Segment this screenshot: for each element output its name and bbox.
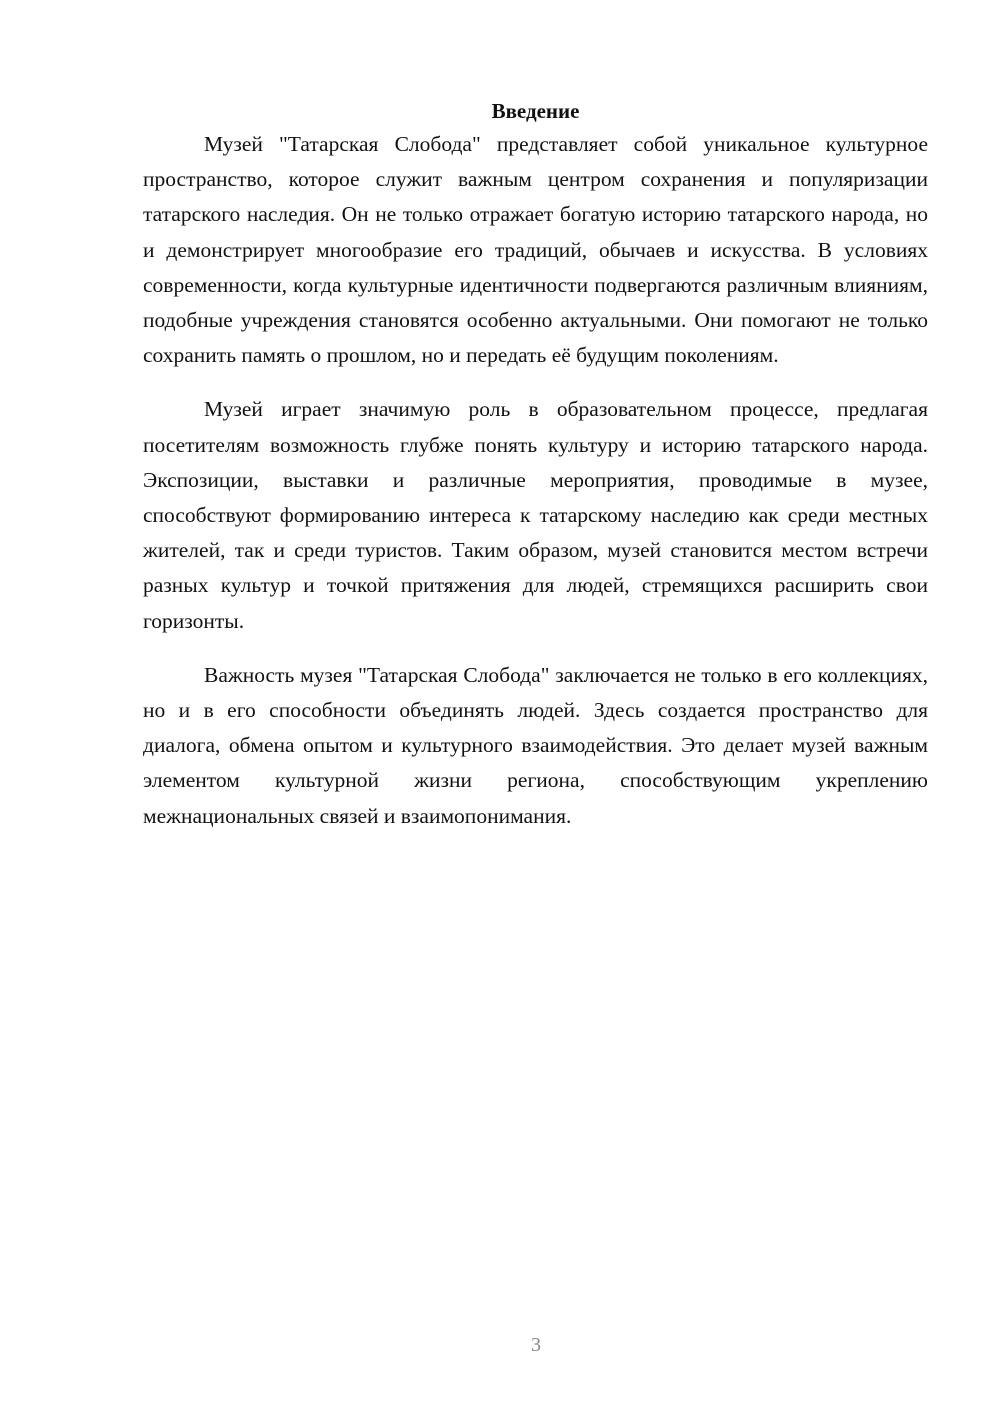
page-content [143, 95, 928, 853]
paragraph-2: Музей играет значимую роль в образовательном процессе, предлагая посетителям возможность глубже понять культуру и историю татарского народа. Экспозиции, выставки и различные мероприятия, проводимые в музее, способствуют формированию интереса к татарскому наследию как среди местных жителей, так и среди туристов. Таким образом, музей становится местом встречи разных культур и точкой притяжения для людей, стремящихся расширить свои горизонты. [143, 397, 928, 633]
page-number: 3 [531, 1334, 541, 1356]
paragraph-3: Важность музея "Татарская Слобода" заключается не только в его коллекциях, но и в его способности объединять людей. Здесь создается пространство для диалога, обмена опытом и культурного взаимодействия. Это делает музей важным элементом культурной жизни региона, способствующим укреплению межнациональных связей и взаимопонимания. [143, 662, 928, 828]
section-title: Введение [491, 99, 580, 123]
paragraph-1: Музей "Татарская Слобода" представляет собой уникальное культурное пространство, которое служит важным центром сохранения и популяризации татарского наследия. Он не только отражает богатую историю татарского народа, но и демонстрирует многообразие его традиций, обычаев и искусства. В условиях современности, когда культурные идентичности подвергаются различным влияниям, подобные учреждения становятся особенно актуальными. Они помогают не только сохранить память о прошлом, но и передать её будущим поколениям. [143, 132, 928, 368]
